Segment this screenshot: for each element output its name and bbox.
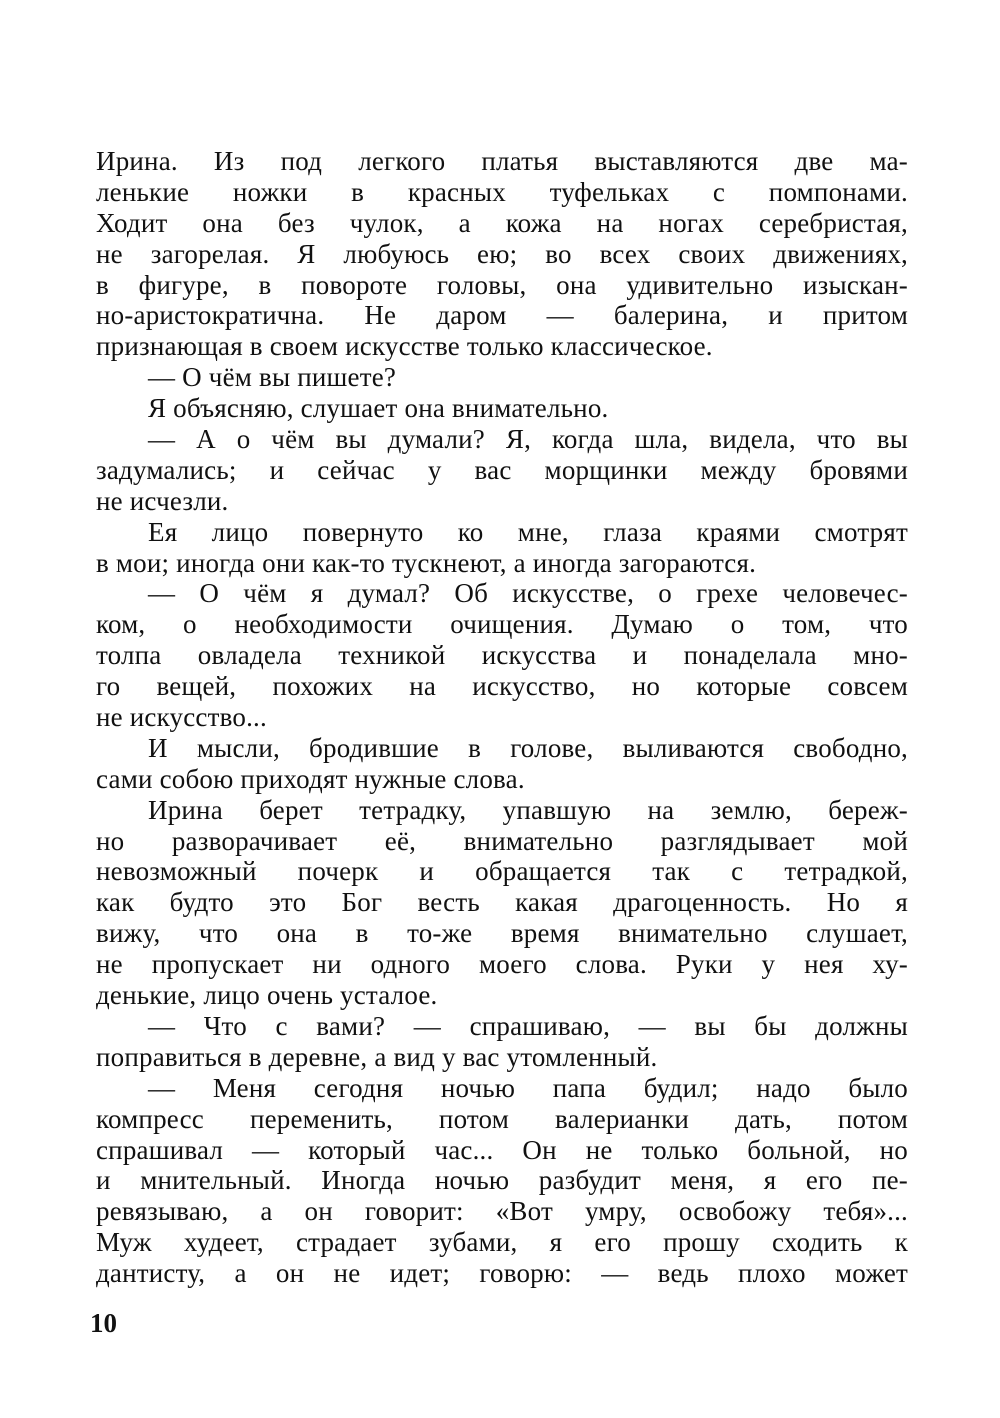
text-line: денькие, лицо очень усталое. <box>96 980 438 1011</box>
text-line: сами собою приходят нужные слова. <box>96 763 525 794</box>
text-line: — О чём вы пишете? <box>148 362 397 393</box>
text-line: Ирина берет тетрадку, упавшую на землю, береж- <box>148 794 908 825</box>
text-line: поправиться в деревне, а вид у вас утомленный. <box>96 1041 658 1072</box>
text-line: Муж худеет, страдает зубами, я его прошу сходить к <box>96 1227 908 1258</box>
text-line: — Меня сегодня ночью папа будил; надо было <box>148 1072 908 1103</box>
text-line: — О чём я думал? Об искусстве, о грехе человечес- <box>148 578 908 609</box>
text-line: в мои; иногда они как-то тускнеют, а иногда загораются. <box>96 547 757 578</box>
body-text <box>96 146 908 1289</box>
text-line: ком, о необходимости очищения. Думаю о том, что <box>96 609 908 640</box>
text-line: но разворачивает её, внимательно разглядывает мой <box>96 825 908 856</box>
text-line: задумались; и сейчас у вас морщинки между бровями <box>96 454 908 485</box>
text-line: невозможный почерк и обращается так с тетрадкой, <box>96 856 908 887</box>
text-line: — А о чём вы думали? Я, когда шла, видела, что вы <box>148 424 908 455</box>
text-line: и мнительный. Иногда ночью разбудит меня, я его пе- <box>96 1165 908 1196</box>
text-line: но-аристократична. Не даром — балерина, и притом <box>96 300 908 331</box>
text-line: И мысли, бродившие в голове, выливаются свободно, <box>148 732 908 763</box>
text-line: спрашивал — который час... Он не только больной, но <box>96 1134 908 1165</box>
text-line: как будто это Бог весть какая драгоценность. Но я <box>96 887 908 918</box>
text-line: компресс переменить, потом валерианки дать, потом <box>96 1103 908 1134</box>
text-line: ленькие ножки в красных туфельках с помпонами. <box>96 176 908 207</box>
text-line: не загорелая. Я любуюсь ею; во всех своих движениях, <box>96 238 908 269</box>
text-line: толпа овладела техникой искусства и понаделала мно- <box>96 640 908 671</box>
text-line: — Что с вами? — спрашиваю, — вы бы должны <box>148 1010 908 1041</box>
text-line: Я объясняю, слушает она внимательно. <box>148 393 609 424</box>
text-line: Ея лицо повернуто ко мне, глаза краями смотрят <box>148 516 908 547</box>
text-line: ревязываю, а он говорит: «Вот умру, освобожу тебя»... <box>96 1196 908 1227</box>
text-line: Ирина. Из под легкого платья выставляются две ма- <box>96 146 908 176</box>
text-line: не исчезли. <box>96 485 229 516</box>
text-line: го вещей, похожих на искусство, но которые совсем <box>96 671 908 702</box>
text-line: дантисту, а он не идет; говорю: — ведь плохо может <box>96 1258 908 1289</box>
text-line: в фигуре, в повороте головы, она удивительно изыскан- <box>96 269 908 300</box>
text-line: признающая в своем искусстве только классическое. <box>96 331 713 362</box>
text-line: Ходит она без чулок, а кожа на ногах серебристая, <box>96 207 908 238</box>
text-line: вижу, что она в то-же время внимательно слушает, <box>96 918 908 949</box>
text-line: не пропускает ни одного моего слова. Руки у нея ху- <box>96 949 908 980</box>
text-line: не искусство... <box>96 702 267 733</box>
page-number: 10 <box>90 1308 117 1338</box>
